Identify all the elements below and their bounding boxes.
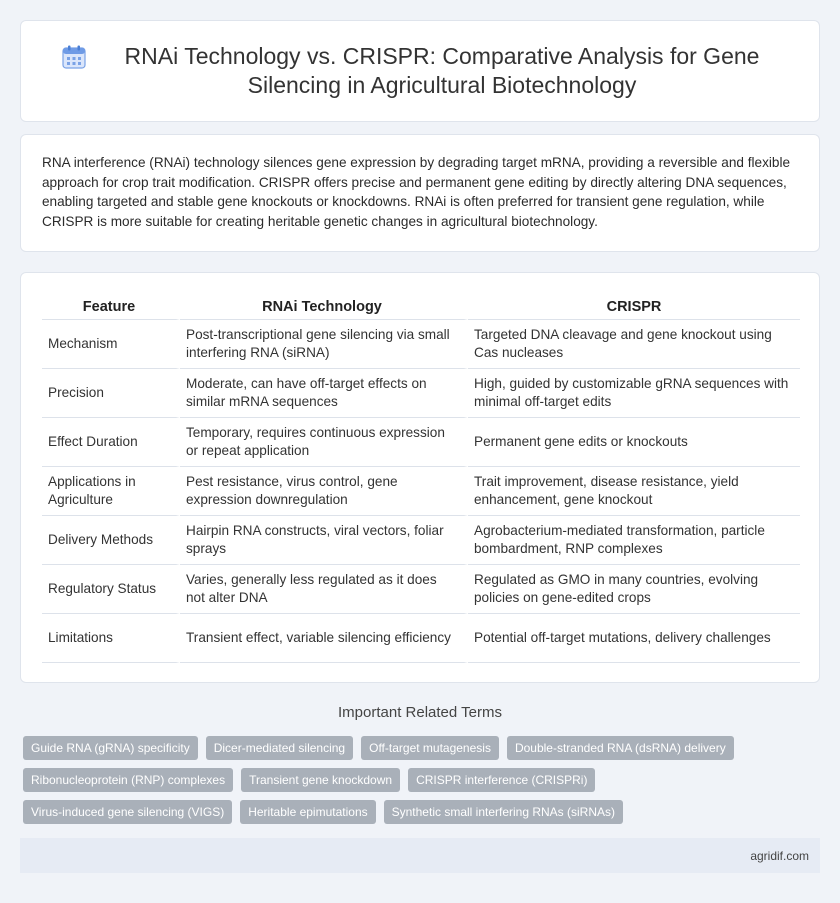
related-term-tag[interactable]: Synthetic small interfering RNAs (siRNAs) — [384, 800, 623, 824]
crispr-cell: Targeted DNA cleavage and gene knockout using Cas nucleases — [468, 320, 800, 369]
crispr-cell: Permanent gene edits or knockouts — [468, 418, 800, 467]
footer-site-link[interactable]: agridif.com — [750, 849, 809, 863]
related-term-tag[interactable]: Double-stranded RNA (dsRNA) delivery — [507, 736, 734, 760]
feature-cell: Applications in Agriculture — [42, 467, 180, 516]
related-terms-list — [23, 736, 803, 824]
header-card — [20, 20, 820, 122]
feature-cell: Effect Duration — [42, 418, 180, 467]
column-header-crispr: CRISPR — [468, 295, 800, 320]
column-header-feature: Feature — [42, 295, 180, 320]
related-term-tag[interactable]: Virus-induced gene silencing (VIGS) — [23, 800, 232, 824]
table-row — [42, 320, 800, 369]
calendar-icon — [61, 44, 87, 70]
related-terms-heading: Important Related Terms — [338, 704, 502, 721]
related-term-tag[interactable]: Heritable epimutations — [240, 800, 375, 824]
page-title: RNAi Technology vs. CRISPR: Comparative Analysis for Gene Silencing in Agricultural Biotechnology — [124, 43, 760, 98]
footer — [20, 838, 820, 873]
comparison-table — [42, 295, 800, 663]
related-term-tag[interactable]: Dicer-mediated silencing — [206, 736, 353, 760]
title-wrap — [61, 42, 779, 100]
crispr-cell: Agrobacterium-mediated transformation, particle bombardment, RNP complexes — [468, 516, 800, 565]
related-term-tag[interactable]: CRISPR interference (CRISPRi) — [408, 768, 595, 792]
intro-card — [20, 134, 820, 252]
table-row — [42, 467, 800, 516]
feature-cell: Mechanism — [42, 320, 180, 369]
crispr-cell: Potential off-target mutations, delivery challenges — [468, 614, 800, 663]
feature-cell: Regulatory Status — [42, 565, 180, 614]
crispr-cell: Regulated as GMO in many countries, evolving policies on gene-edited crops — [468, 565, 800, 614]
rnai-cell: Moderate, can have off-target effects on similar mRNA sequences — [180, 369, 468, 418]
crispr-cell: High, guided by customizable gRNA sequences with minimal off-target edits — [468, 369, 800, 418]
rnai-cell: Post-transcriptional gene silencing via small interfering RNA (siRNA) — [180, 320, 468, 369]
table-row — [42, 418, 800, 467]
rnai-cell: Hairpin RNA constructs, viral vectors, foliar sprays — [180, 516, 468, 565]
table-row — [42, 614, 800, 663]
table-row — [42, 565, 800, 614]
comparison-table-card — [20, 272, 820, 683]
related-term-tag[interactable]: Guide RNA (gRNA) specificity — [23, 736, 198, 760]
rnai-cell: Transient effect, variable silencing efficiency — [180, 614, 468, 663]
related-term-tag[interactable]: Off-target mutagenesis — [361, 736, 499, 760]
rnai-cell: Temporary, requires continuous expression or repeat application — [180, 418, 468, 467]
feature-cell: Limitations — [42, 614, 180, 663]
related-term-tag[interactable]: Ribonucleoprotein (RNP) complexes — [23, 768, 233, 792]
rnai-cell: Pest resistance, virus control, gene expression downregulation — [180, 467, 468, 516]
crispr-cell: Trait improvement, disease resistance, yield enhancement, gene knockout — [468, 467, 800, 516]
table-row — [42, 516, 800, 565]
intro-paragraph: RNA interference (RNAi) technology silences gene expression by degrading target mRNA, providing a reversible and flexible approach for crop trait modification. CRISPR offers precise and permanent gene editing by directly altering DNA sequences, enabling targeted and stable gene knockouts or knockdowns. RNAi is often preferred for transient gene regulation, while CRISPR is more suitable for creating heritable genetic changes in agricultural biotechnology. — [42, 155, 791, 229]
column-header-rnai: RNAi Technology — [180, 295, 468, 320]
rnai-cell: Varies, generally less regulated as it does not alter DNA — [180, 565, 468, 614]
table-header-row — [42, 295, 800, 320]
feature-cell: Precision — [42, 369, 180, 418]
related-term-tag[interactable]: Transient gene knockdown — [241, 768, 400, 792]
feature-cell: Delivery Methods — [42, 516, 180, 565]
table-row — [42, 369, 800, 418]
